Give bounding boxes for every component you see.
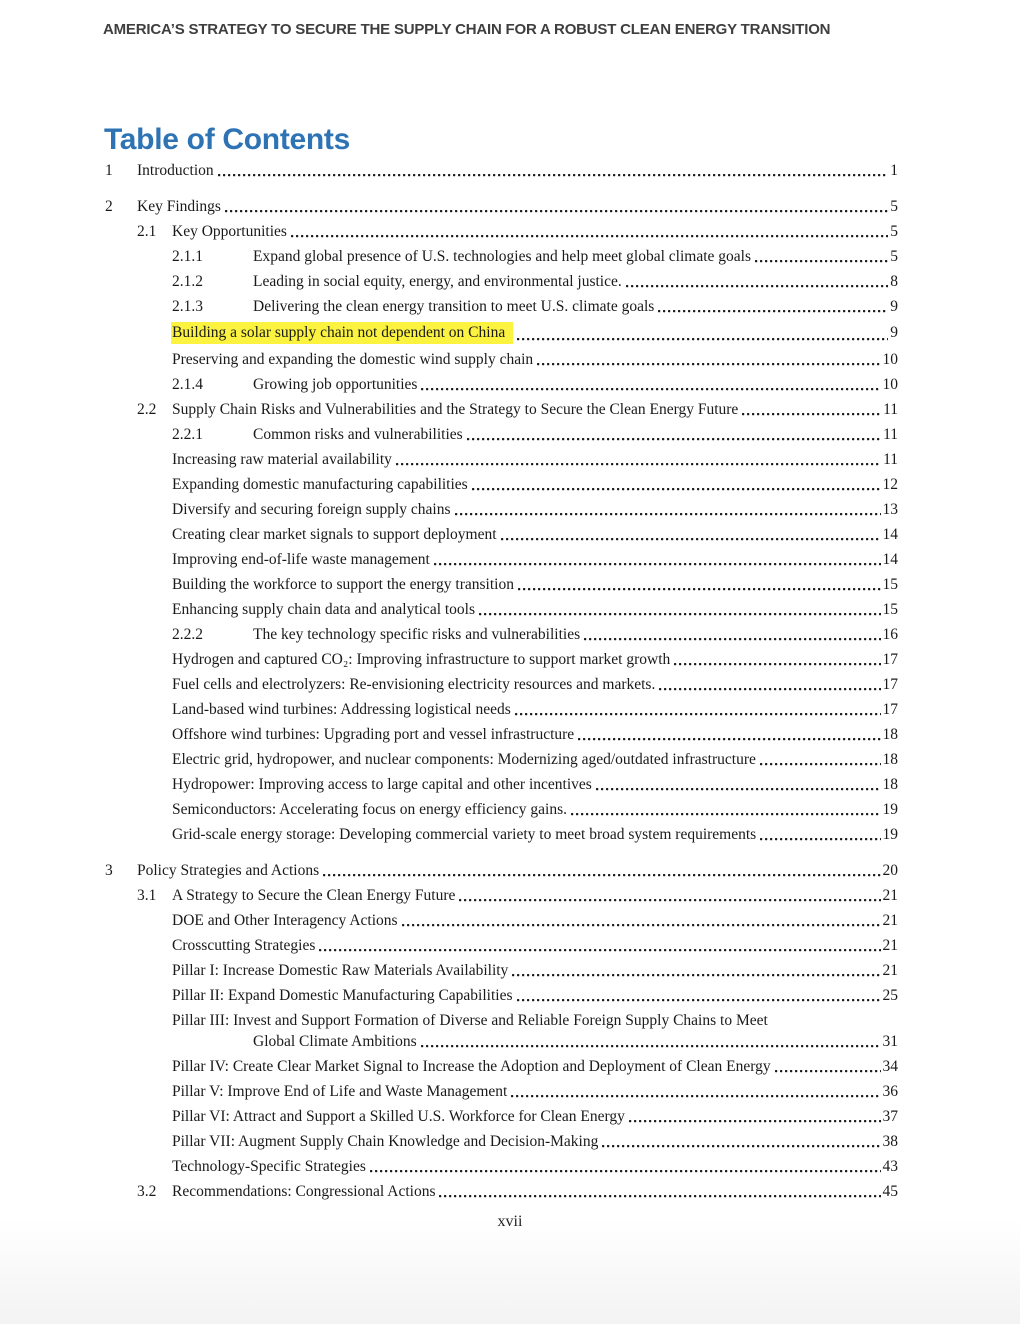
dot-leader: [396, 450, 881, 469]
dot-leader: [571, 800, 881, 819]
dot-leader: [512, 961, 880, 980]
toc-entry[interactable]: [105, 750, 898, 769]
toc-entry-page: 10: [882, 351, 898, 368]
toc-entry-number: 3: [105, 862, 113, 879]
toc-entry-page: 19: [882, 826, 898, 843]
toc-entry[interactable]: [105, 600, 898, 619]
toc-entry-page: 31: [882, 1033, 898, 1050]
toc-entry-label: Land-based wind turbines: Addressing logistical needs: [172, 701, 511, 718]
toc-entry-number: 2.1.1: [172, 248, 203, 265]
toc-entry-label: Common risks and vulnerabilities: [253, 426, 463, 443]
dot-leader: [370, 1157, 881, 1176]
toc-entry-label: Introduction: [137, 162, 214, 179]
toc-entry-label: Pillar III: Invest and Support Formation of Diverse and Reliable Foreign Supply Chains to Meet: [172, 1012, 768, 1029]
toc-entry[interactable]: [105, 450, 898, 469]
toc-entry-page: 10: [882, 376, 898, 393]
toc-entry-label: Offshore wind turbines: Upgrading port and vessel infrastructure: [172, 726, 575, 743]
dot-leader: [518, 575, 881, 594]
toc-entry-page: 5: [890, 223, 898, 240]
toc-entry-page: 8: [890, 273, 898, 290]
dot-leader: [472, 475, 881, 494]
dot-leader: [596, 775, 881, 794]
toc-entry[interactable]: [105, 700, 898, 719]
dot-leader: [602, 1132, 880, 1151]
toc-entry[interactable]: [105, 247, 898, 266]
toc-entry-label: Creating clear market signals to support deployment: [172, 526, 497, 543]
table-of-contents: [105, 155, 898, 1201]
dot-leader: [501, 525, 881, 544]
toc-entry-label: Policy Strategies and Actions: [137, 862, 320, 879]
toc-entry-label: Key Findings: [137, 198, 221, 215]
toc-entry-label: Crosscutting Strategies: [172, 937, 316, 954]
dot-leader: [467, 425, 881, 444]
toc-entry-page: 21: [882, 962, 898, 979]
dot-leader: [319, 936, 880, 955]
dot-leader: [434, 550, 881, 569]
toc-entry-page: 13: [882, 501, 898, 518]
toc-entry[interactable]: [105, 197, 898, 216]
toc-entry-label: Building the workforce to support the energy transition: [172, 576, 514, 593]
toc-entry-number: 1: [105, 162, 113, 179]
toc-entry-label: DOE and Other Interagency Actions: [172, 912, 398, 929]
toc-entry[interactable]: [105, 500, 898, 519]
toc-entry[interactable]: [105, 911, 898, 930]
toc-entry-label: Supply Chain Risks and Vulnerabilities and the Strategy to Secure the Clean Energy Future: [172, 401, 739, 418]
toc-entry[interactable]: [105, 161, 898, 180]
toc-entry-label: Pillar VII: Augment Supply Chain Knowledge and Decision-Making: [172, 1133, 599, 1150]
toc-entry-page: 17: [882, 651, 898, 668]
toc-entry-number: 2.2: [137, 401, 157, 418]
dot-leader: [515, 700, 881, 719]
dot-leader: [459, 886, 880, 905]
dot-leader: [517, 322, 888, 344]
toc-entry[interactable]: [105, 575, 898, 594]
toc-entry-page: 18: [882, 726, 898, 743]
toc-entry-label: Expanding domestic manufacturing capabilities: [172, 476, 468, 493]
toc-entry-number: 2.2.1: [172, 426, 203, 443]
toc-entry[interactable]: [105, 322, 898, 344]
toc-entry-label: Electric grid, hydropower, and nuclear components: Modernizing aged/outdated infrastructure: [172, 751, 756, 768]
toc-entry[interactable]: [105, 986, 898, 1005]
toc-entry-page: 17: [882, 701, 898, 718]
toc-entry-label: Global Climate Ambitions: [253, 1033, 417, 1050]
toc-entry-label: Fuel cells and electrolyzers: Re-envisioning electricity resources and markets.: [172, 676, 656, 693]
toc-entry-label: Semiconductors: Accelerating focus on energy efficiency gains.: [172, 801, 567, 818]
toc-entry-label: Hydropower: Improving access to large capital and other incentives: [172, 776, 592, 793]
toc-entry-page: 14: [882, 526, 898, 543]
toc-entry-page: 1: [890, 162, 898, 179]
toc-entry[interactable]: [105, 1182, 898, 1201]
toc-entry-page: 12: [882, 476, 898, 493]
toc-entry-label: Pillar VI: Attract and Support a Skilled U.S. Workforce for Clean Energy: [172, 1108, 625, 1125]
toc-entry-number: 3.2: [137, 1183, 157, 1200]
toc-entry-label: The key technology specific risks and vulnerabilities: [253, 626, 581, 643]
toc-entry-label: Pillar IV: Create Clear Market Signal to Increase the Adoption and Deployment of Clean Energy: [172, 1058, 771, 1075]
toc-entry-page: 21: [882, 937, 898, 954]
dot-leader: [511, 1082, 880, 1101]
toc-entry[interactable]: [105, 525, 898, 544]
toc-entry[interactable]: [105, 1082, 898, 1101]
toc-entry[interactable]: [105, 1032, 898, 1051]
dot-leader: [402, 911, 881, 930]
toc-entry-number: 2.1: [137, 223, 157, 240]
dot-leader: [421, 1032, 881, 1051]
toc-entry-label: Expand global presence of U.S. technologies and help meet global climate goals: [253, 248, 752, 265]
dot-leader: [755, 247, 888, 266]
toc-entry-page: 11: [883, 451, 898, 468]
dot-leader: [225, 197, 888, 216]
toc-entry-label: Pillar V: Improve End of Life and Waste Management: [172, 1083, 508, 1100]
dot-leader: [674, 650, 880, 669]
toc-entry[interactable]: [105, 425, 898, 444]
toc-entry-label: Pillar II: Expand Domestic Manufacturing Capabilities: [172, 987, 513, 1004]
toc-entry[interactable]: [105, 961, 898, 980]
toc-entry[interactable]: [105, 1057, 898, 1076]
toc-entry-page: 18: [882, 751, 898, 768]
toc-entry-page: 36: [882, 1083, 898, 1100]
dot-leader: [658, 297, 888, 316]
toc-entry-number: 2.2.2: [172, 626, 203, 643]
dot-leader: [517, 986, 881, 1005]
toc-entry-page: 37: [882, 1108, 898, 1125]
dot-leader: [439, 1182, 880, 1201]
toc-entry[interactable]: [105, 222, 898, 241]
toc-entry[interactable]: [105, 1107, 898, 1126]
toc-entry-label: Technology-Specific Strategies: [172, 1158, 366, 1175]
toc-entry[interactable]: [105, 625, 898, 644]
dot-leader: [421, 375, 880, 394]
dot-leader: [455, 500, 881, 519]
toc-entry-page: 38: [882, 1133, 898, 1150]
dot-leader: [584, 625, 880, 644]
toc-entry-page: 18: [882, 776, 898, 793]
dot-leader: [760, 750, 881, 769]
toc-entry-page: 16: [882, 626, 898, 643]
dot-leader: [659, 675, 880, 694]
toc-entry[interactable]: [105, 1157, 898, 1176]
toc-entry-label: Recommendations: Congressional Actions: [172, 1183, 436, 1200]
toc-entry-page: 25: [882, 987, 898, 1004]
toc-entry-label: Delivering the clean energy transition to meet U.S. climate goals: [253, 298, 655, 315]
dot-leader: [760, 825, 880, 844]
dot-leader: [775, 1057, 881, 1076]
toc-entry-page: 9: [890, 298, 898, 315]
running-header: AMERICA’S STRATEGY TO SECURE THE SUPPLY CHAIN FOR A ROBUST CLEAN ENERGY TRANSITION: [103, 21, 831, 38]
toc-entry-page: 19: [882, 801, 898, 818]
toc-entry-label-highlighted: Building a solar supply chain not dependent on China: [171, 322, 513, 344]
toc-entry-label: Diversify and securing foreign supply chains: [172, 501, 451, 518]
dot-leader: [291, 222, 888, 241]
toc-entry-number: 2.1.2: [172, 273, 203, 290]
toc-entry[interactable]: [105, 936, 898, 955]
toc-entry[interactable]: [105, 825, 898, 844]
toc-entry-page: 20: [882, 862, 898, 879]
toc-entry[interactable]: [105, 650, 898, 669]
toc-entry-page: 43: [882, 1158, 898, 1175]
toc-entry-page: 17: [882, 676, 898, 693]
toc-entry[interactable]: [105, 725, 898, 744]
toc-entry-page: 21: [882, 912, 898, 929]
toc-entry-page: 45: [882, 1183, 898, 1200]
toc-entry[interactable]: [105, 1011, 898, 1030]
toc-entry-page: 9: [890, 324, 898, 341]
toc-entry[interactable]: [105, 400, 898, 419]
page-title: Table of Contents: [104, 123, 351, 157]
toc-entry-page: 5: [890, 248, 898, 265]
toc-entry-page: 34: [882, 1058, 898, 1075]
toc-entry-number: 2.1.3: [172, 298, 203, 315]
dot-leader: [323, 861, 880, 880]
toc-entry-page: 5: [890, 198, 898, 215]
dot-leader: [742, 400, 881, 419]
toc-entry-page: 14: [882, 551, 898, 568]
toc-entry[interactable]: [105, 886, 898, 905]
toc-entry[interactable]: [105, 861, 898, 880]
toc-entry[interactable]: [105, 800, 898, 819]
toc-entry[interactable]: [105, 375, 898, 394]
toc-entry[interactable]: [105, 775, 898, 794]
dot-leader: [218, 161, 889, 180]
toc-entry-page: 21: [882, 887, 898, 904]
toc-entry-label: Improving end-of-life waste management: [172, 551, 430, 568]
toc-entry[interactable]: [105, 675, 898, 694]
toc-entry-page: 15: [882, 576, 898, 593]
toc-entry[interactable]: [105, 272, 898, 291]
toc-entry[interactable]: [105, 1132, 898, 1151]
toc-entry-label: Growing job opportunities: [253, 376, 418, 393]
toc-entry[interactable]: [105, 297, 898, 316]
toc-entry[interactable]: [105, 475, 898, 494]
toc-entry-label: Hydrogen and captured CO₂: Improving infrastructure to support market growth: [172, 651, 671, 668]
toc-entry-label: A Strategy to Secure the Clean Energy Future: [172, 887, 456, 904]
toc-entry-page: 11: [883, 426, 898, 443]
dot-leader: [479, 600, 880, 619]
toc-entry-number: 2: [105, 198, 113, 215]
toc-entry[interactable]: [105, 350, 898, 369]
dot-leader: [626, 272, 889, 291]
toc-entry-number: 2.1.4: [172, 376, 203, 393]
toc-entry-label: Key Opportunities: [172, 223, 287, 240]
toc-entry-label: Leading in social equity, energy, and environmental justice.: [253, 273, 622, 290]
toc-entry-label: Enhancing supply chain data and analytical tools: [172, 601, 476, 618]
toc-entry-number: 3.1: [137, 887, 157, 904]
footer-page-number: xvii: [497, 1213, 523, 1230]
dot-leader: [578, 725, 880, 744]
toc-entry-label: Grid-scale energy storage: Developing commercial variety to meet broad system requirements: [172, 826, 757, 843]
toc-entry-label: Increasing raw material availability: [172, 451, 392, 468]
toc-entry-label: Pillar I: Increase Domestic Raw Materials Availability: [172, 962, 509, 979]
toc-entry-page: 15: [882, 601, 898, 618]
toc-entry-label: Preserving and expanding the domestic wind supply chain: [172, 351, 534, 368]
toc-entry[interactable]: [105, 550, 898, 569]
toc-entry-page: 11: [883, 401, 898, 418]
dot-leader: [537, 350, 880, 369]
dot-leader: [629, 1107, 881, 1126]
